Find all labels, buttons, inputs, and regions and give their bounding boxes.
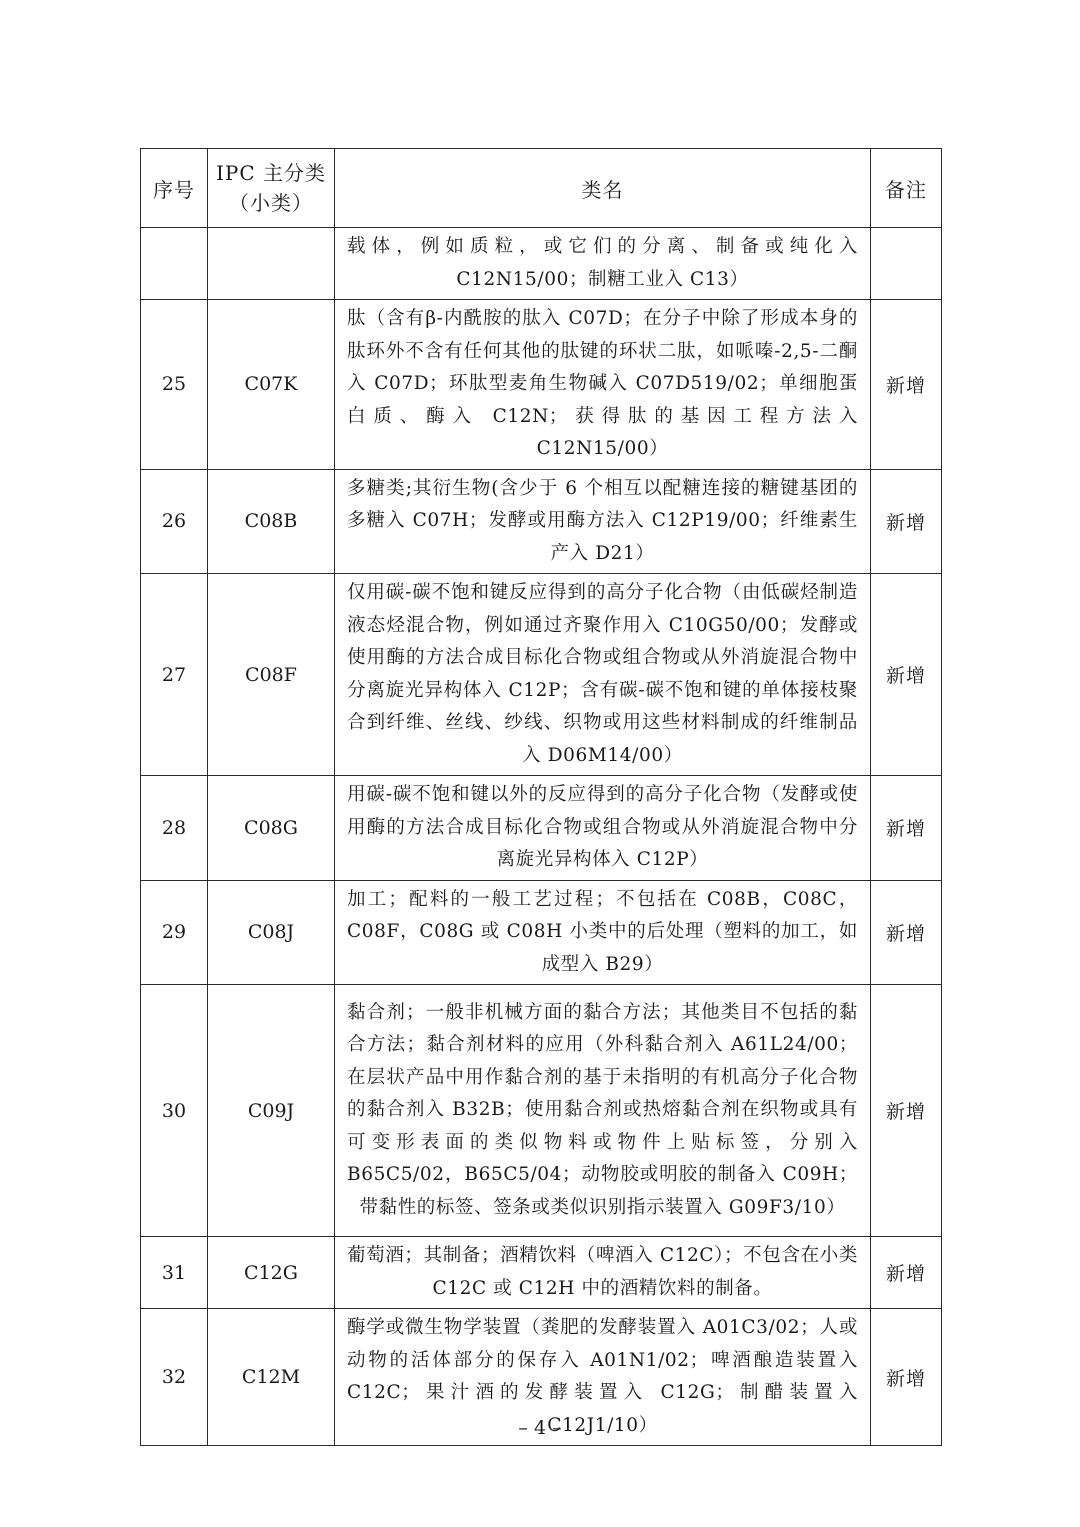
table-row bbox=[141, 1237, 942, 1309]
row-seq bbox=[141, 228, 208, 300]
header-ipc-line2: （小类） bbox=[229, 191, 313, 215]
row-ipc: C07K bbox=[208, 300, 335, 470]
table-row bbox=[141, 880, 942, 985]
row-note: 新增 bbox=[871, 985, 942, 1237]
row-note: 新增 bbox=[871, 1309, 942, 1446]
table-header-row bbox=[141, 149, 942, 228]
row-class-name: 肽（含有β-内酰胺的肽入 C07D；在分子中除了形成本身的肽环外不含有任何其他的肽键的环状二肽，如哌嗪-2,5-二酮入 C07D；环肽型麦角生物碱入 C07D519/02；单细胞蛋白质、酶入 C12N；获得肽的基因工程方法入 C12N15/00） bbox=[335, 300, 871, 470]
row-class-name: 葡萄酒；其制备；酒精饮料（啤酒入 C12C）；不包含在小类 C12C 或 C12H 中的酒精饮料的制备。 bbox=[335, 1237, 871, 1309]
row-note: 新增 bbox=[871, 880, 942, 985]
row-ipc: C12M bbox=[208, 1309, 335, 1446]
row-ipc: C08J bbox=[208, 880, 335, 985]
row-class-name: 黏合剂；一般非机械方面的黏合方法；其他类目不包括的黏合方法；黏合剂材料的应用（外科黏合剂入 A61L24/00；在层状产品中用作黏合剂的基于未指明的有机高分子化合物的黏合剂入 B32B；使用黏合剂或热熔黏合剂在织物或具有可变形表面的类似物料或物件上贴标签，分别入 B65C5/02，B65C5/04；动物胶或明胶的制备入 C09H；带黏性的标签、签条或类似识别指示装置入 G09F3/10） bbox=[335, 985, 871, 1237]
header-ipc-line1: IPC 主分类 bbox=[215, 161, 327, 185]
row-ipc: C09J bbox=[208, 985, 335, 1237]
row-ipc: C08F bbox=[208, 574, 335, 776]
row-note: 新增 bbox=[871, 574, 942, 776]
row-seq: 26 bbox=[141, 469, 208, 574]
table-row bbox=[141, 985, 942, 1237]
row-note bbox=[871, 228, 942, 300]
row-note: 新增 bbox=[871, 469, 942, 574]
row-class-name: 载体，例如质粒，或它们的分离、制备或纯化入 C12N15/00；制糖工业入 C13） bbox=[335, 228, 871, 300]
row-note: 新增 bbox=[871, 776, 942, 881]
row-seq: 25 bbox=[141, 300, 208, 470]
table-row bbox=[141, 300, 942, 470]
row-note: 新增 bbox=[871, 300, 942, 470]
row-seq: 27 bbox=[141, 574, 208, 776]
page-number: – 4 – bbox=[518, 1417, 562, 1439]
row-seq: 29 bbox=[141, 880, 208, 985]
header-ipc bbox=[208, 149, 335, 228]
ipc-classification-table bbox=[140, 148, 942, 1446]
table-row bbox=[141, 776, 942, 881]
row-seq: 30 bbox=[141, 985, 208, 1237]
row-ipc bbox=[208, 228, 335, 300]
row-class-name: 仅用碳-碳不饱和键反应得到的高分子化合物（由低碳烃制造液态烃混合物，例如通过齐聚作用入 C10G50/00；发酵或使用酶的方法合成目标化合物或组合物或从外消旋混合物中分离旋光异构体入 C12P；含有碳-碳不饱和键的单体接枝聚合到纤维、丝线、纱线、织物或用这些材料制成的纤维制品入 D06M14/00） bbox=[335, 574, 871, 776]
row-class-name: 加工；配料的一般工艺过程；不包括在 C08B，C08C，C08F，C08G 或 C08H 小类中的后处理（塑料的加工，如成型入 B29） bbox=[335, 880, 871, 985]
row-seq: 32 bbox=[141, 1309, 208, 1446]
row-ipc: C12G bbox=[208, 1237, 335, 1309]
table-row bbox=[141, 574, 942, 776]
table-row bbox=[141, 228, 942, 300]
row-ipc: C08B bbox=[208, 469, 335, 574]
table-row bbox=[141, 469, 942, 574]
row-ipc: C08G bbox=[208, 776, 335, 881]
row-note: 新增 bbox=[871, 1237, 942, 1309]
row-class-name: 多糖类;其衍生物(含少于 6 个相互以配糖连接的糖键基团的多糖入 C07H；发酵或用酶方法入 C12P19/00；纤维素生产入 D21） bbox=[335, 469, 871, 574]
row-class-name: 用碳-碳不饱和键以外的反应得到的高分子化合物（发酵或使用酶的方法合成目标化合物或组合物或从外消旋混合物中分离旋光异构体入 C12P） bbox=[335, 776, 871, 881]
row-seq: 31 bbox=[141, 1237, 208, 1309]
header-note: 备注 bbox=[871, 149, 942, 228]
row-class-name: 酶学或微生物学装置（粪肥的发酵装置入 A01C3/02；人或动物的活体部分的保存入 A01N1/02；啤酒酿造装置入 C12C；果汁酒的发酵装置入 C12G；制醋装置入 C12J1/10） bbox=[335, 1309, 871, 1446]
header-name: 类名 bbox=[335, 149, 871, 228]
header-seq: 序号 bbox=[141, 149, 208, 228]
row-seq: 28 bbox=[141, 776, 208, 881]
